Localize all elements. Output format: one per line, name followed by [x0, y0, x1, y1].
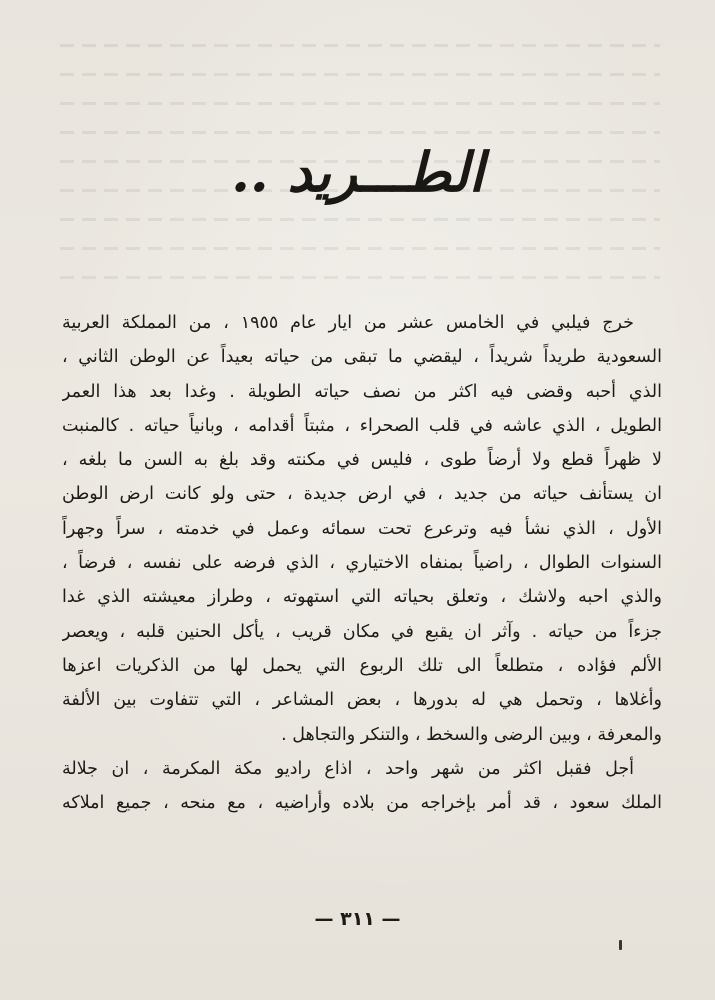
body-text	[62, 306, 662, 820]
chapter-title: الطـــريد ..	[231, 140, 484, 204]
text-line: الأول ، الذي نشأ فيه وترعرع تحت سمائه وعمل في خدمته ، سراً وجهراً	[62, 518, 662, 539]
text-line: أجل فقبل اكثر من شهر واحد ، اذاع راديو مكة المكرمة ، ان جلالة	[62, 758, 634, 779]
ink-speck	[619, 940, 622, 950]
text-line: والذي احبه ولاشك ، وتعلق بحياته التي استهوته ، وطراز معيشته الذي غدا	[62, 587, 662, 608]
text-line: ان يستأنف حياته من جديد ، في ارض جديدة ، حتى ولو كانت ارض الوطن	[62, 484, 662, 505]
text-line: الملك سعود ، قد أمر بإخراجه من بلاده وأراضيه ، مع منحه ، جميع املاكه	[62, 793, 662, 814]
text-line: والمعرفة ، وبين الرضى والسخط ، والتنكر والتجاهل .	[281, 724, 662, 745]
page-number: — ٣١١ —	[314, 908, 401, 930]
text-line: الذي أحبه وقضى فيه اكثر من نصف حياته الطويلة . وغدا بعد هذا العمر	[62, 381, 662, 402]
text-line: الطويل ، الذي عاشه في قلب الصحراء ، مثبتاً أقدامه ، وبانياً حياته . كالمنبت	[62, 415, 662, 436]
text-line: وأغلاها ، وتحمل هي له بدورها ، بعض المشاعر ، التي تتفاوت بين الألفة	[62, 690, 662, 711]
text-line: لا ظهراً قطع ولا أرضاً طوى ، فليس في مكنته وقد بلغ به السن ما بلغه ،	[62, 450, 662, 471]
text-line: الألم فؤاده ، متطلعاً الى تلك الربوع التي يحمل لها من الذكريات اعزها	[62, 655, 662, 676]
text-line: خرج فيلبي في الخامس عشر من ايار عام ١٩٥٥ ، من المملكة العربية	[62, 313, 634, 333]
text-line: جزءاً من حياته . وآثر ان يقبع في مكان قريب ، يأكل الحنين قلبه ، ويعصر	[62, 621, 662, 642]
paragraph-1	[62, 306, 662, 752]
text-line: السعودية طريداً شريداً ، ليقضي ما تبقى من حياته بعيداً عن الوطن الثاني ،	[62, 347, 662, 368]
paragraph-2	[62, 752, 662, 821]
text-line: السنوات الطوال ، راضياً بمنفاه الاختياري ، الذي فرضه على نفسه ، فرضاً ،	[62, 553, 662, 574]
